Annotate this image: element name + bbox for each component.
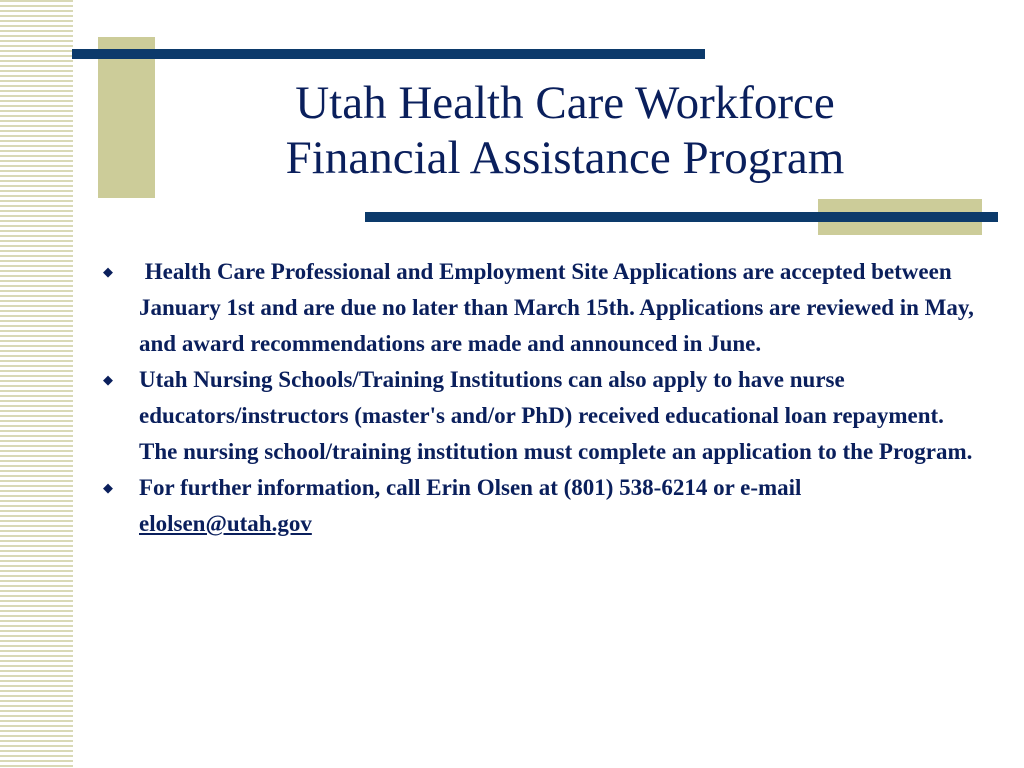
slide-title-line-2: Financial Assistance Program	[285, 132, 845, 184]
bullet-text-nursing-schools: Utah Nursing Schools/Training Institutions can also apply to have nurse educators/instructors (master's and/or PhD) received educational loan repayment. The nursing school/training institution must complete an application to the Program.	[139, 367, 973, 464]
diamond-bullet-icon: ◆	[103, 480, 113, 495]
slide-title	[160, 76, 970, 186]
bullet-item-nursing-schools	[100, 362, 980, 470]
decorative-block-top	[98, 37, 155, 198]
slide-title-line-1: Utah Health Care Workforce	[295, 77, 835, 129]
decorative-line-top	[72, 49, 705, 59]
decorative-line-bottom	[365, 212, 998, 222]
diamond-bullet-icon: ◆	[103, 372, 113, 387]
bullet-item-applications	[100, 254, 980, 362]
bullet-item-contact	[100, 470, 980, 542]
bullet-text-contact: For further information, call Erin Olsen at (801) 538-6214 or e-mail	[139, 475, 808, 500]
email-link[interactable]: elolsen@utah.gov	[139, 511, 312, 536]
bullet-text-applications: Health Care Professional and Employment Site Applications are accepted between January 1st and are due no later than March 15th. Applications are reviewed in May, and award recommendations are made and announced in June.	[139, 259, 980, 356]
bullet-list	[100, 254, 980, 542]
striped-side-band	[0, 0, 73, 768]
diamond-bullet-icon: ◆	[103, 264, 113, 279]
